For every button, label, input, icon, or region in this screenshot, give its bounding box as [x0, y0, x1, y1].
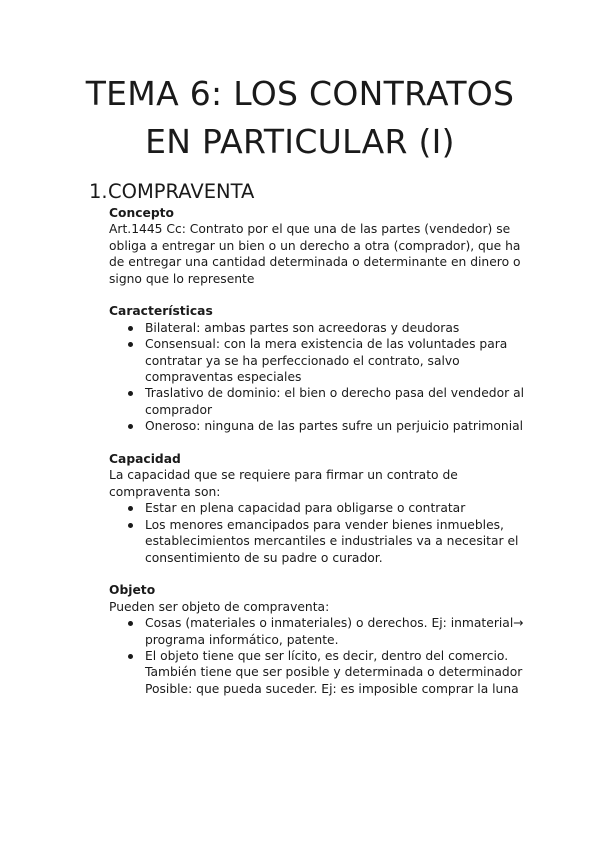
- list-item: [109, 648, 529, 697]
- section-content: [109, 205, 529, 697]
- objeto-item-2-note: Posible: que pueda suceder. Ej: es imposible comprar la luna: [145, 681, 519, 696]
- list-item: Cosas (materiales o inmateriales) o derechos. Ej: inmaterial→ programa informático, patente.: [109, 615, 529, 648]
- concepto-text: Art.1445 Cc: Contrato por el que una de las partes (vendedor) se obliga a entregar un bien o un derecho a otra (comprador), que ha de entregar una cantidad determinada o determinante en dinero o signo que lo represente: [109, 222, 521, 286]
- title-line-2: EN PARTICULAR (I): [145, 122, 455, 161]
- spacer: [109, 287, 529, 303]
- objeto-intro: Pueden ser objeto de compraventa:: [109, 599, 330, 614]
- caracteristicas-list: [109, 320, 529, 435]
- list-item: Estar en plena capacidad para obligarse o contratar: [109, 500, 529, 516]
- list-item: Consensual: con la mera existencia de las voluntades para contratar ya se ha perfeccionado el contrato, salvo compraventas especiales: [109, 336, 529, 385]
- section-number: 1.: [89, 180, 108, 203]
- objeto-item-2-text: El objeto tiene que ser lícito, es decir, dentro del comercio. También tiene que ser posible y determinada o determinador: [145, 648, 523, 680]
- caracteristicas-heading: Características: [109, 304, 213, 319]
- title-line-1: TEMA 6: LOS CONTRATOS: [85, 74, 515, 113]
- list-item: Oneroso: ninguna de las partes sufre un perjuicio patrimonial: [109, 418, 529, 434]
- list-item: Traslativo de dominio: el bien o derecho pasa del vendedor al comprador: [109, 385, 529, 418]
- section-heading: [89, 180, 254, 204]
- spacer: [109, 566, 529, 582]
- capacidad-intro: La capacidad que se requiere para firmar un contrato de compraventa son:: [109, 468, 458, 499]
- page-title: [0, 70, 600, 166]
- list-item: Bilateral: ambas partes son acreedoras y deudoras: [109, 320, 529, 336]
- objeto-list: [109, 615, 529, 697]
- concepto-heading: Concepto: [109, 206, 174, 220]
- capacidad-heading: Capacidad: [109, 452, 181, 467]
- spacer: [109, 435, 529, 451]
- objeto-heading: Objeto: [109, 583, 156, 598]
- section-title: COMPRAVENTA: [108, 180, 255, 203]
- list-item: Los menores emancipados para vender bienes inmuebles, establecimientos mercantiles e industriales va a necesitar el consentimiento de su padre o curador.: [109, 517, 529, 566]
- capacidad-list: [109, 500, 529, 566]
